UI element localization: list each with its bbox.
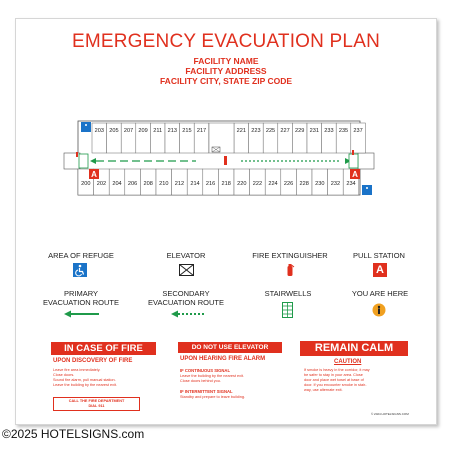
room-label: 200 (81, 181, 91, 187)
legend-primary-route-label-1: PRIMARY (63, 289, 99, 298)
sign-title: EMERGENCY EVACUATION PLAN (71, 31, 380, 52)
room-label: 233 (324, 128, 334, 134)
room-label: 226 (283, 181, 294, 187)
fire-extinguisher-icon (285, 263, 295, 277)
intermittent-signal-instructions (180, 395, 245, 400)
you-are-here-icon (372, 303, 386, 317)
caution-instruction-line: door. If you encounter smoke in stair- (304, 383, 367, 387)
area-of-refuge-east (362, 185, 372, 195)
room-label: 217 (196, 128, 207, 134)
room-label: 224 (268, 181, 278, 187)
continuous-signal-instructions (180, 374, 244, 384)
room-label: 211 (153, 128, 163, 134)
caution-instruction-line: door and place wet towel at base of (304, 378, 364, 382)
stairwell-east (349, 154, 358, 168)
facility-address: FACILITY ADDRESS (185, 66, 267, 76)
fire-instruction-line: Leave fire area immediately. (53, 368, 101, 372)
room-label: 223 (251, 128, 261, 134)
legend-you-are-here-label: YOU ARE HERE (351, 289, 409, 298)
legend-fire-extinguisher-label: FIRE EXTINGUISHER (252, 251, 328, 260)
legend-secondary-route-label-1: SECONDARY (162, 289, 210, 298)
sign-copyright-small: © 2024 HOTELSIGNS.COM (371, 412, 409, 416)
secondary-route-arrow-icon (171, 310, 207, 318)
fire-instruction-line: Leave the building by the nearest exit. (53, 383, 117, 387)
room-label: 225 (265, 128, 276, 134)
page-copyright: ©2025 HOTELSIGNS.com (2, 427, 145, 441)
room-label: 215 (182, 128, 192, 134)
caution-instruction-line: be safer to stay in your area. Close (304, 373, 363, 377)
room-label: 230 (315, 181, 325, 187)
pull-station-glyph: A (352, 170, 358, 179)
room-label: 209 (138, 128, 148, 134)
room-label: 231 (309, 128, 319, 134)
fire-extinguisher-marker (224, 156, 227, 165)
fire-instructions (53, 368, 117, 388)
caution-instruction-line: way, use alternate exit. (304, 388, 343, 392)
room-label: 220 (237, 181, 247, 187)
room-label: 227 (280, 128, 290, 134)
continuous-instruction-line: Close doors behind you. (180, 379, 221, 383)
room-label: 210 (159, 181, 169, 187)
room-label: 228 (299, 181, 309, 187)
legend-area-of-refuge-label: AREA OF REFUGE (48, 251, 114, 260)
legend-pull-station-label: PULL STATION (353, 251, 405, 260)
intermittent-signal-heading: IF INTERMITTENT SIGNAL (180, 389, 233, 394)
room-label: 213 (167, 128, 177, 134)
continuous-signal-heading: IF CONTINUOUS SIGNAL (180, 368, 231, 373)
do-not-use-elevator-heading: DO NOT USE ELEVATOR (178, 342, 282, 353)
caution-instructions (304, 368, 370, 393)
remain-calm-heading: REMAIN CALM (300, 341, 408, 356)
room-label: 205 (109, 128, 119, 134)
room-label: 222 (252, 181, 263, 187)
facility-name: FACILITY NAME (193, 56, 259, 66)
intermittent-instruction-line: Standby and prepare to leave building. (180, 395, 246, 399)
primary-route-arrow-icon (64, 310, 100, 318)
in-case-of-fire-heading: IN CASE OF FIRE (51, 342, 156, 355)
legend-stairwells-label: STAIRWELLS (264, 289, 312, 298)
room-label: 206 (127, 181, 138, 187)
dial-911-line: DIAL 911 (88, 404, 105, 408)
room-label: 216 (205, 181, 216, 187)
room-label: 232 (330, 181, 341, 187)
upon-hearing-alarm-heading: UPON HEARING FIRE ALARM (180, 356, 266, 362)
stairwell-west (79, 154, 88, 168)
room-label: 202 (96, 181, 107, 187)
floor-plan (16, 19, 436, 219)
legend-secondary-route-label-2: EVACUATION ROUTE (148, 298, 224, 307)
room-label: 208 (143, 181, 153, 187)
room-label: 212 (174, 181, 185, 187)
call-fire-department-line: CALL THE FIRE DEPARTMENT (68, 399, 125, 403)
wheelchair-icon (73, 263, 87, 277)
extinguisher-east (352, 150, 354, 155)
pull-station-glyph: A (91, 170, 97, 179)
refuge-dot (366, 187, 368, 189)
call-fire-department-box (53, 397, 140, 411)
evacuation-sign (15, 18, 437, 425)
facility-city: FACILITY CITY, STATE ZIP CODE (159, 76, 293, 86)
room-label: 234 (346, 181, 356, 187)
fire-instruction-line: Close doors. (53, 373, 75, 377)
extinguisher-west (76, 152, 78, 157)
legend-elevator-label: ELEVATOR (166, 251, 206, 260)
caution-heading: CAUTION (334, 359, 362, 365)
room-label: 221 (236, 128, 246, 134)
area-of-refuge-west (81, 122, 91, 132)
room-label: 207 (123, 128, 134, 134)
room-label: 218 (221, 181, 231, 187)
east-wing-outline (358, 153, 374, 169)
upon-discovery-heading: UPON DISCOVERY OF FIRE (53, 358, 133, 364)
room-label: 237 (353, 128, 363, 134)
fire-instruction-line: Sound fire alarm, pull manual station. (53, 378, 116, 382)
floor-plan-rooms (64, 121, 374, 195)
pull-station-icon: A (373, 263, 387, 277)
refuge-dot (85, 124, 87, 126)
room-label: 214 (190, 181, 200, 187)
caution-instruction-line: If smoke is heavy in the corridor, it may (304, 368, 370, 372)
room-label: 235 (338, 128, 349, 134)
stairwell-icon (282, 302, 293, 318)
elevator-icon (179, 264, 194, 276)
room-label: 229 (295, 128, 305, 134)
room-label: 203 (94, 128, 104, 134)
continuous-instruction-line: Leave the building by the nearest exit. (180, 374, 244, 378)
legend-primary-route-label-2: EVACUATION ROUTE (43, 298, 119, 307)
room-label: 204 (112, 181, 122, 187)
